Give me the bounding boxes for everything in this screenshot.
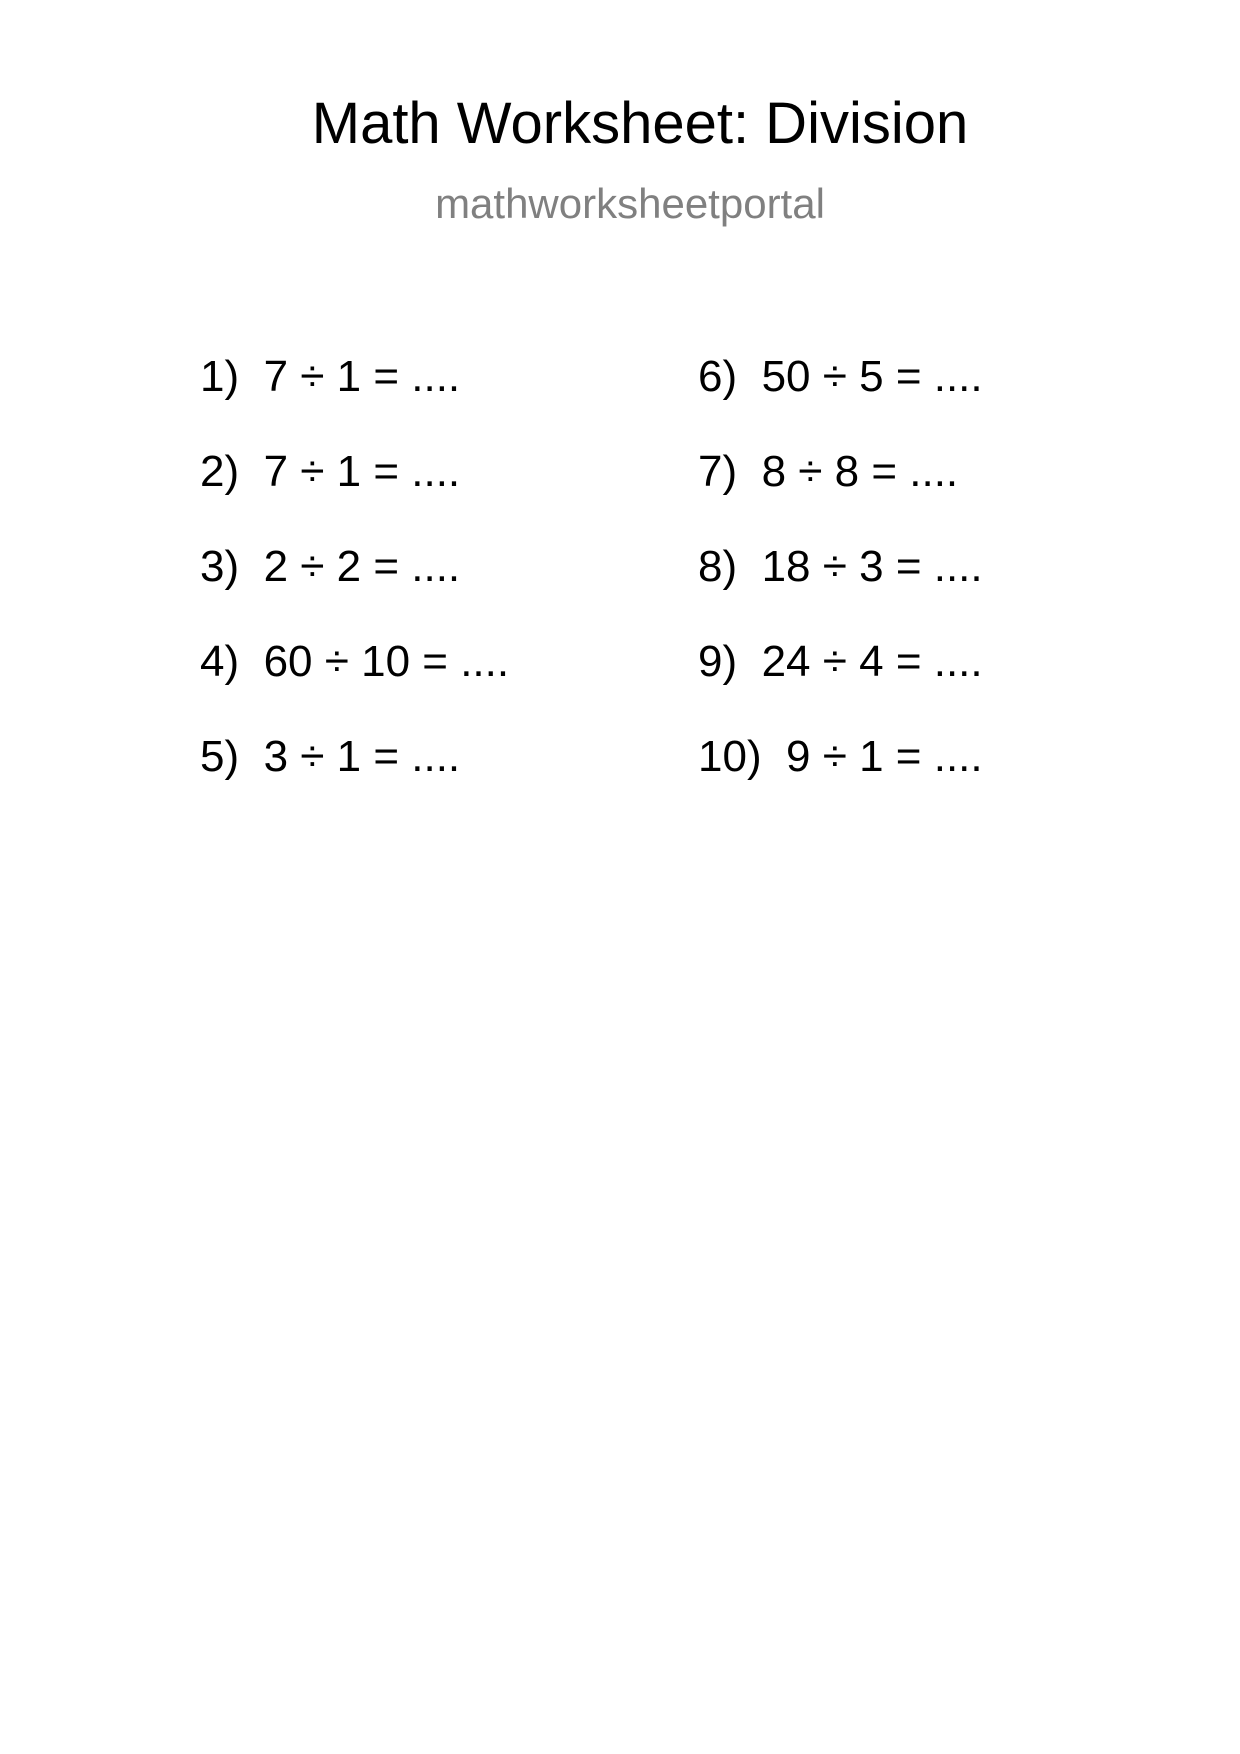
problem-expression: 2 ÷ 2 = ....	[263, 542, 461, 591]
problem-number: 5)	[200, 732, 240, 781]
problem-number: 7)	[698, 447, 738, 496]
problem-3	[200, 542, 509, 640]
problem-9	[698, 637, 983, 735]
problem-4	[200, 637, 510, 735]
problems-right-column	[698, 352, 983, 830]
problem-number: 9)	[698, 637, 738, 686]
problem-1	[200, 352, 509, 450]
problem-number: 8)	[698, 542, 738, 591]
problem-number: 4)	[200, 637, 240, 686]
problem-number: 1)	[200, 352, 240, 401]
problem-8	[698, 542, 983, 640]
problem-number: 10)	[698, 732, 762, 781]
problem-7	[698, 447, 983, 545]
problem-expression: 8 ÷ 8 = ....	[761, 447, 959, 496]
problem-number: 2)	[200, 447, 240, 496]
problem-expression: 18 ÷ 3 = ....	[761, 542, 983, 591]
problem-expression: 7 ÷ 1 = ....	[263, 447, 461, 496]
worksheet-title: Math Worksheet: Division	[311, 91, 969, 156]
problem-expression: 50 ÷ 5 = ....	[761, 352, 983, 401]
problem-number: 3)	[200, 542, 240, 591]
problem-expression: 60 ÷ 10 = ....	[263, 637, 510, 686]
problem-2	[200, 447, 509, 545]
problem-expression: 24 ÷ 4 = ....	[761, 637, 983, 686]
problem-6	[698, 352, 983, 450]
problem-expression: 9 ÷ 1 = ....	[786, 732, 983, 781]
worksheet-subtitle: mathworksheetportal	[435, 180, 825, 227]
problem-5	[200, 732, 509, 830]
problems-left-column	[200, 352, 510, 830]
problem-10	[698, 732, 983, 830]
problem-expression: 7 ÷ 1 = ....	[263, 352, 461, 401]
problem-expression: 3 ÷ 1 = ....	[263, 732, 461, 781]
problem-number: 6)	[698, 352, 738, 401]
